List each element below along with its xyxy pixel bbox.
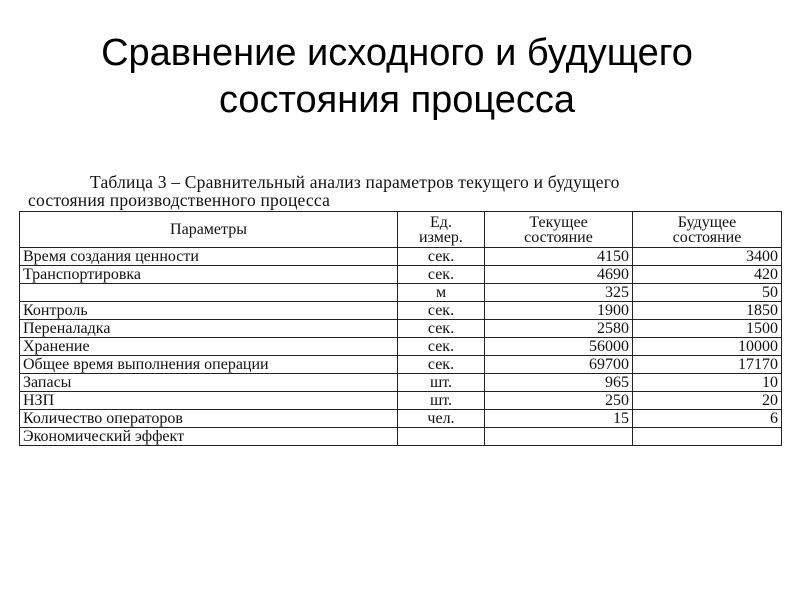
- cell-unit: сек.: [398, 356, 485, 374]
- cell-unit: [398, 428, 485, 446]
- table-caption-line-2: состояния производственного процесса: [28, 190, 331, 210]
- header-current-line-2: состояние: [524, 228, 593, 246]
- cell-future: 3400: [633, 248, 782, 266]
- cell-unit: шт.: [398, 392, 485, 410]
- cell-current: 15: [485, 410, 633, 428]
- cell-future: 420: [633, 266, 782, 284]
- cell-future: 17170: [633, 356, 782, 374]
- cell-future: 10: [633, 374, 782, 392]
- header-current-line-1: Текущее: [529, 213, 588, 231]
- header-future-state: [633, 212, 782, 248]
- table-row: [20, 410, 782, 428]
- cell-parameter: Запасы: [20, 374, 398, 392]
- cell-parameter: Хранение: [20, 338, 398, 356]
- cell-future: 6: [633, 410, 782, 428]
- cell-unit: сек.: [398, 248, 485, 266]
- cell-unit: шт.: [398, 374, 485, 392]
- cell-parameter: Контроль: [20, 302, 398, 320]
- cell-future: 50: [633, 284, 782, 302]
- cell-current: 4150: [485, 248, 633, 266]
- cell-unit: сек.: [398, 338, 485, 356]
- header-current-state: [485, 212, 633, 248]
- cell-future: 10000: [633, 338, 782, 356]
- table-header-row: [20, 212, 782, 248]
- cell-unit: сек.: [398, 320, 485, 338]
- cell-future: 1850: [633, 302, 782, 320]
- table-row: [20, 248, 782, 266]
- table-row: [20, 392, 782, 410]
- cell-unit: сек.: [398, 302, 485, 320]
- header-unit-line-1: Ед.: [430, 213, 452, 231]
- comparison-table: [19, 211, 782, 446]
- table-footer-row: [20, 428, 782, 446]
- cell-current: 250: [485, 392, 633, 410]
- cell-future: 1500: [633, 320, 782, 338]
- table-caption-line-1: Таблица 3 – Сравнительный анализ параметров текущего и будущего: [90, 172, 620, 192]
- cell-unit: чел.: [398, 410, 485, 428]
- header-unit: [398, 212, 485, 248]
- cell-current: 4690: [485, 266, 633, 284]
- table-row: [20, 266, 782, 284]
- header-future-line-1: Будущее: [677, 213, 737, 231]
- table-row: [20, 302, 782, 320]
- cell-parameter: Транспортировка: [20, 266, 398, 284]
- cell-parameter: Время создания ценности: [20, 248, 398, 266]
- slide-title: [0, 30, 794, 124]
- cell-future: [633, 428, 782, 446]
- cell-current: 2580: [485, 320, 633, 338]
- cell-current: 56000: [485, 338, 633, 356]
- cell-parameter: Переналадка: [20, 320, 398, 338]
- table-row: [20, 356, 782, 374]
- cell-parameter: Количество операторов: [20, 410, 398, 428]
- cell-current: 1900: [485, 302, 633, 320]
- cell-current: 965: [485, 374, 633, 392]
- cell-future: 20: [633, 392, 782, 410]
- header-parameters-label: Параметры: [170, 221, 247, 238]
- table-row: [20, 374, 782, 392]
- table-row: [20, 338, 782, 356]
- table-caption: [28, 173, 788, 209]
- table-row: [20, 284, 782, 302]
- cell-current: 325: [485, 284, 633, 302]
- cell-parameter: [20, 284, 398, 302]
- header-parameters: [20, 212, 398, 248]
- cell-parameter: НЗП: [20, 392, 398, 410]
- cell-parameter: Общее время выполнения операции: [20, 356, 398, 374]
- slide-title-line-2: состояния процесса: [218, 79, 576, 121]
- cell-economic-effect: Экономический эффект: [20, 428, 398, 446]
- header-unit-line-2: измер.: [419, 228, 463, 246]
- cell-current: [485, 428, 633, 446]
- cell-current: 69700: [485, 356, 633, 374]
- cell-unit: м: [398, 284, 485, 302]
- header-future-line-2: состояние: [672, 228, 742, 246]
- cell-unit: сек.: [398, 266, 485, 284]
- slide-title-line-1: Сравнение исходного и будущего: [101, 32, 693, 74]
- table-row: [20, 320, 782, 338]
